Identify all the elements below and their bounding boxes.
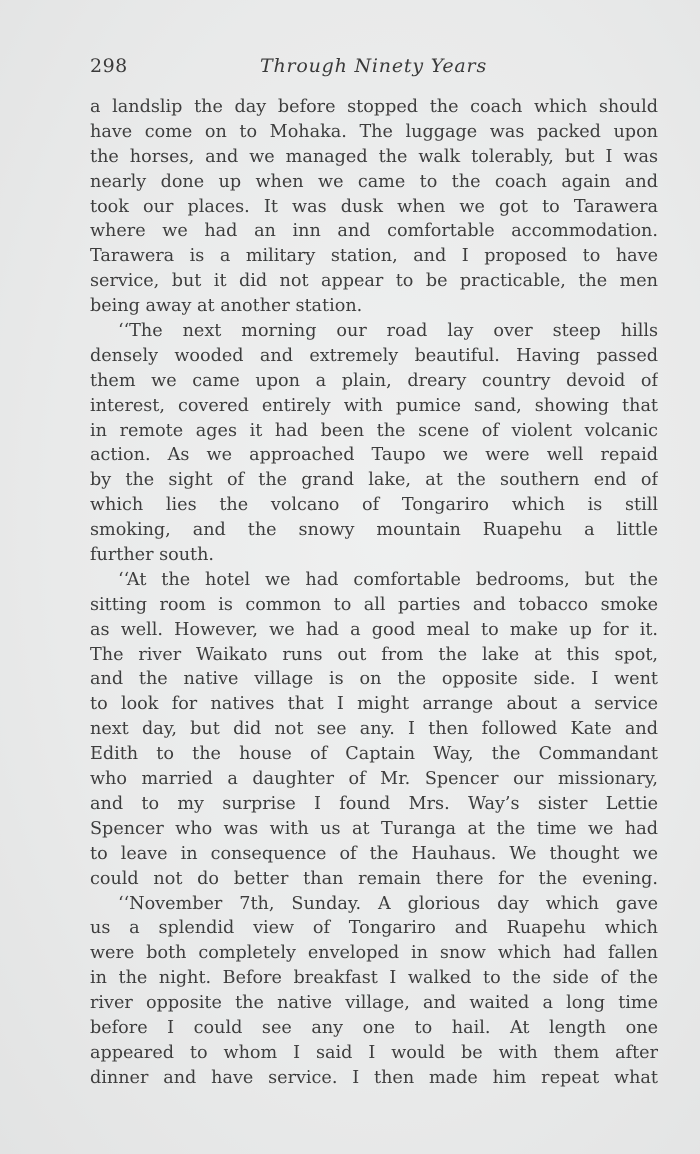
text-line: have come on to Mohaka. The luggage was packed upon <box>90 121 658 142</box>
text-line: nearly done up when we came to the coach again and <box>90 171 658 192</box>
text-line: in the night. Before breakfast I walked to the side of the <box>90 968 658 989</box>
text-line: river opposite the native village, and waited a long time <box>90 993 658 1014</box>
text-line: to leave in consequence of the Hauhaus. We thought we <box>90 843 658 864</box>
text-line: appeared to whom I said I would be with them after <box>90 1042 658 1063</box>
text-line: service, but it did not appear to be practicable, the men <box>90 271 658 292</box>
paragraph-first-line: ‘‘The next morning our road lay over steep hills <box>118 321 658 342</box>
text-line: the horses, and we managed the walk tolerably, but I was <box>90 146 658 167</box>
paragraph-first-line: ‘‘November 7th, Sunday. A glorious day which gave <box>118 893 658 914</box>
text-line: and to my surprise I found Mrs. Way’s sister Lettie <box>90 793 658 814</box>
text-line: interest, covered entirely with pumice sand, showing that <box>90 395 658 416</box>
text-line: The river Waikato runs out from the lake at this spot, <box>90 644 658 665</box>
text-line: dinner and have service. I then made him repeat what <box>90 1067 658 1088</box>
body-text <box>90 95 658 1091</box>
text-line: where we had an inn and comfortable accommodation. <box>90 221 658 242</box>
text-line: by the sight of the grand lake, at the southern end of <box>90 470 658 491</box>
text-line: densely wooded and extremely beautiful. Having passed <box>90 345 658 366</box>
text-line: took our places. It was dusk when we got to Tarawera <box>90 196 658 217</box>
text-line: being away at another station. <box>90 296 363 317</box>
paragraph-first-line: ‘‘At the hotel we had comfortable bedrooms, but the <box>118 569 658 590</box>
running-title: Through Ninety Years <box>260 55 487 77</box>
text-line: action. As we approached Taupo we were well repaid <box>90 445 658 466</box>
text-line: in remote ages it had been the scene of violent volcanic <box>90 420 658 441</box>
page-header <box>90 55 658 83</box>
text-line: who married a daughter of Mr. Spencer our missionary, <box>90 769 658 790</box>
text-line: which lies the volcano of Tongariro which is still <box>90 495 658 516</box>
text-line: further south. <box>90 545 215 566</box>
text-line: smoking, and the snowy mountain Ruapehu a little <box>90 520 658 541</box>
text-line: to look for natives that I might arrange about a service <box>90 694 658 715</box>
text-line: Spencer who was with us at Turanga at the time we had <box>90 818 658 839</box>
text-line: as well. However, we had a good meal to make up for it. <box>90 619 658 640</box>
text-line: and the native village is on the opposite side. I went <box>90 669 658 690</box>
page-number: 298 <box>90 55 128 77</box>
text-line: were both completely enveloped in snow which had fallen <box>90 943 658 964</box>
text-line: them we came upon a plain, dreary country devoid of <box>90 370 658 391</box>
text-line: next day, but did not see any. I then followed Kate and <box>90 719 658 740</box>
text-line: Tarawera is a military station, and I proposed to have <box>90 246 658 267</box>
text-line: could not do better than remain there for the evening. <box>90 868 658 889</box>
text-line: sitting room is common to all parties and tobacco smoke <box>90 594 658 615</box>
text-line: us a splendid view of Tongariro and Ruapehu which <box>90 918 658 939</box>
text-line: a landslip the day before stopped the coach which should <box>90 97 658 117</box>
text-line: Edith to the house of Captain Way, the Commandant <box>90 744 658 765</box>
text-line: before I could see any one to hail. At length one <box>90 1017 658 1038</box>
